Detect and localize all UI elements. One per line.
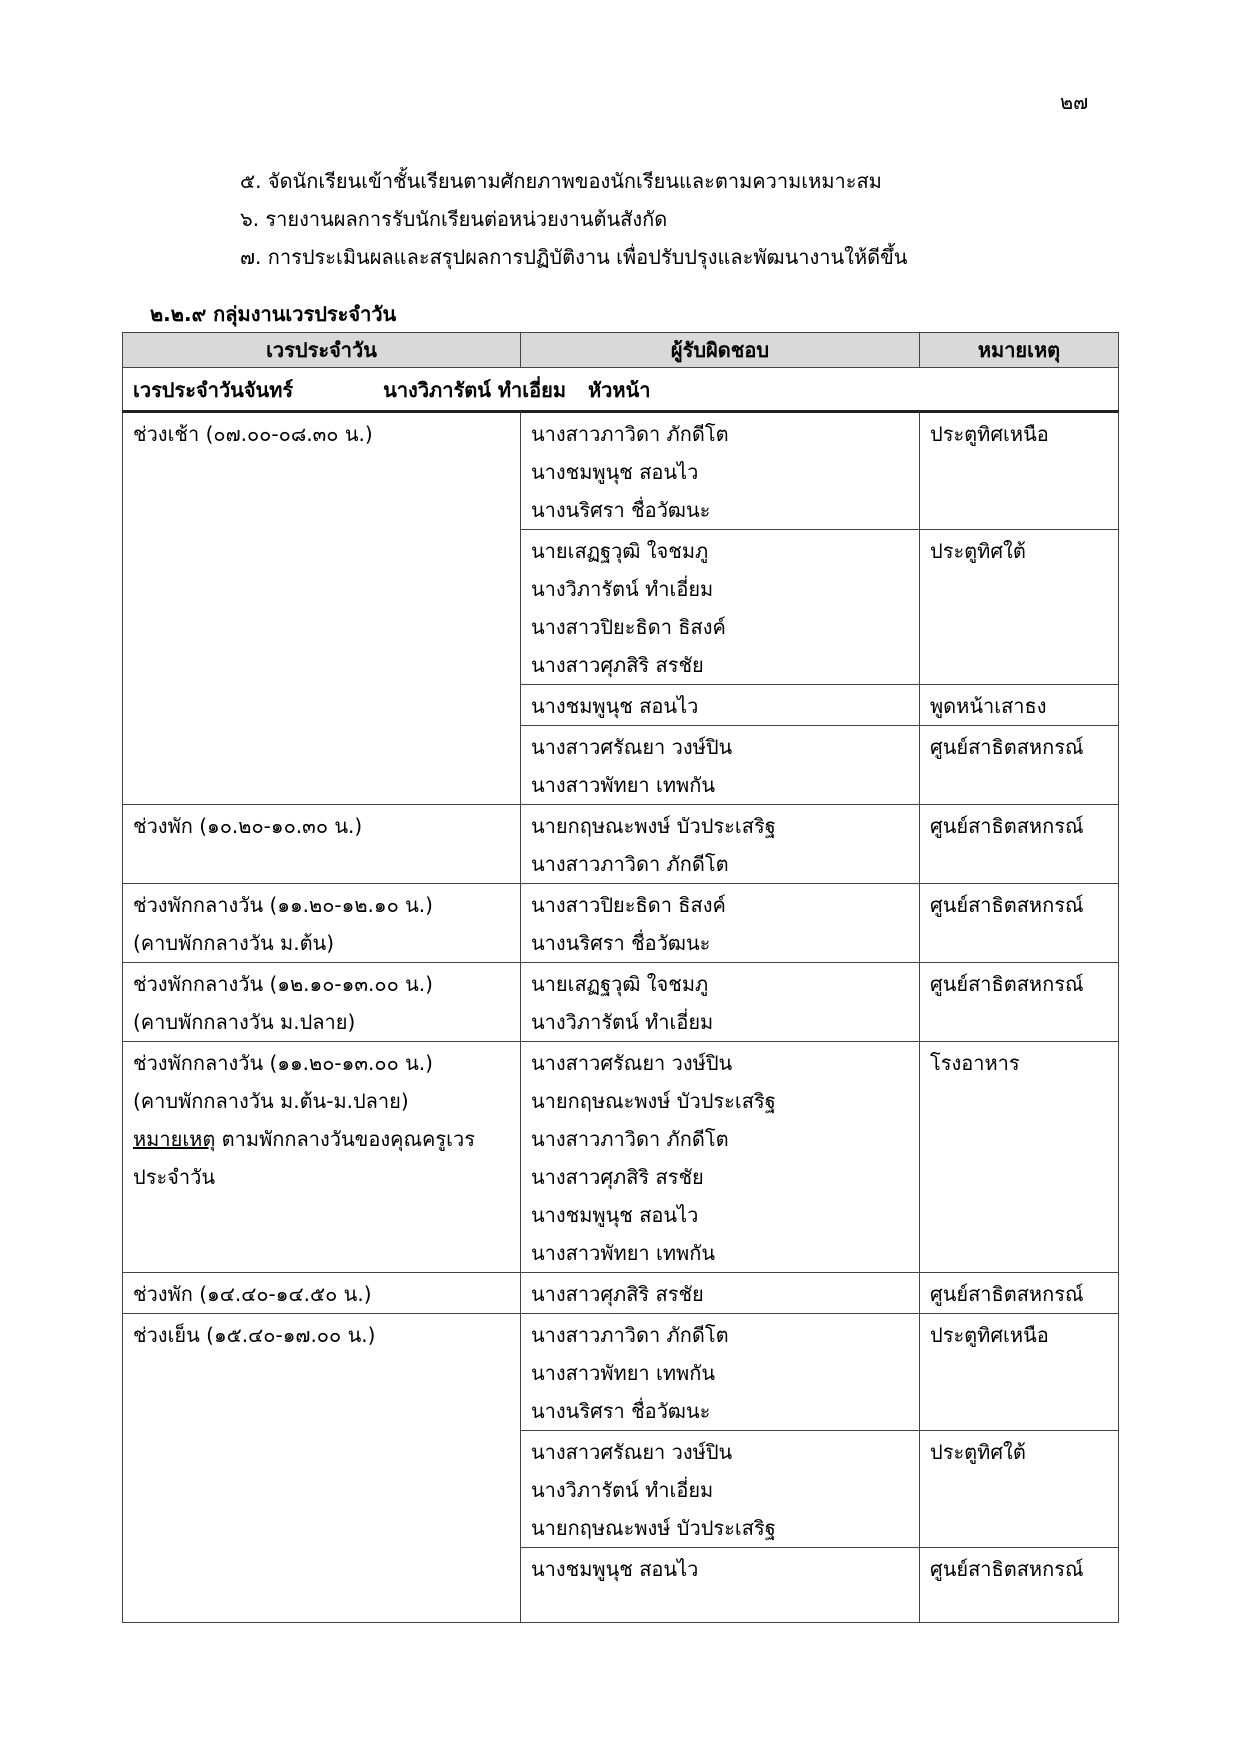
period-cell (123, 1273, 521, 1314)
note-cell (920, 1431, 1119, 1548)
period-sublabel: (คาบพักกลางวัน ม.ต้น) (133, 931, 335, 955)
period-label: ช่วงเย็น (๑๕.๔๐-๑๗.๐๐ น.) (133, 1323, 376, 1347)
period-label: ช่วงพักกลางวัน (๑๑.๒๐-๑๓.๐๐ น.) (133, 1051, 433, 1075)
staff-name: นางสาวศรัณยา วงษ์ปิน (531, 735, 733, 759)
location-note: ศูนย์สาธิตสหกรณ์ (930, 814, 1084, 838)
staff-name: นางสาวศุภสิริ สรชัย (531, 1165, 704, 1189)
table-row (123, 884, 1119, 963)
names-cell (521, 1273, 920, 1314)
staff-name: นายกฤษณะพงษ์ บัวประเสริฐ (531, 1089, 776, 1113)
note-cell (920, 1273, 1119, 1314)
staff-name: นางสาวภาวิดา ภักดีโต (531, 1323, 729, 1347)
note-cell (920, 685, 1119, 726)
location-note: ประตูทิศใต้ (930, 1440, 1026, 1464)
staff-name: นางนริศรา ชื่อวัฒนะ (531, 498, 711, 522)
note-cell (920, 884, 1119, 963)
names-cell (521, 726, 920, 805)
names-cell (521, 1431, 920, 1548)
table-header-row (123, 333, 1119, 368)
names-cell (521, 1548, 920, 1623)
staff-name: นางชมพูนุช สอนไว (531, 460, 699, 484)
header-note: หมายเหตุ (920, 333, 1119, 368)
note-cell (920, 530, 1119, 685)
staff-name: นางชมพูนุช สอนไว (531, 694, 699, 718)
period-remark (133, 1120, 510, 1158)
list-item: ๕. จัดนักเรียนเข้าชั้นเรียนตามศักยภาพของนักเรียนและตามความเหมาะสม (240, 169, 882, 193)
period-cell (123, 1314, 521, 1623)
list-item: ๖. รายงานผลการรับนักเรียนต่อหน่วยงานต้นสังกัด (240, 207, 668, 231)
location-note: ศูนย์สาธิตสหกรณ์ (930, 1282, 1084, 1306)
table-row (123, 412, 1119, 530)
remark-label: หมายเหตุ (133, 1127, 216, 1151)
names-cell (521, 1042, 920, 1273)
staff-name: นางสาวปิยะธิดา ธิสงค์ (531, 893, 726, 917)
location-note: โรงอาหาร (930, 1051, 1020, 1075)
staff-name: นางสาวพัทยา เทพกัน (531, 773, 715, 797)
day-head-role: หัวหน้า (588, 378, 651, 402)
day-label: เวรประจำวันจันทร์ (133, 378, 294, 402)
staff-name: นางนริศรา ชื่อวัฒนะ (531, 931, 711, 955)
staff-name: นางสาวศุภสิริ สรชัย (531, 1282, 704, 1306)
note-cell (920, 726, 1119, 805)
period-cell (123, 884, 521, 963)
task-list (240, 162, 907, 276)
table-row (123, 1273, 1119, 1314)
staff-name: นางวิภารัตน์ ทำเอี่ยม (531, 1010, 714, 1034)
day-cell (123, 368, 1119, 412)
location-note: พูดหน้าเสาธง (930, 694, 1047, 718)
names-cell (521, 1314, 920, 1431)
location-note: ศูนย์สาธิตสหกรณ์ (930, 972, 1084, 996)
day-head-name: นางวิภารัตน์ ทำเอี่ยม (383, 378, 566, 402)
period-cell (123, 1042, 521, 1273)
period-sublabel: (คาบพักกลางวัน ม.ต้น-ม.ปลาย) (133, 1089, 409, 1113)
staff-name: นางนริศรา ชื่อวัฒนะ (531, 1399, 711, 1423)
day-row (123, 368, 1119, 412)
staff-name: นางชมพูนุช สอนไว (531, 1203, 699, 1227)
period-remark-cont: ประจำวัน (133, 1165, 216, 1189)
period-label: ช่วงพักกลางวัน (๑๑.๒๐-๑๒.๑๐ น.) (133, 893, 433, 917)
period-sublabel: (คาบพักกลางวัน ม.ปลาย) (133, 1010, 356, 1034)
period-label: ช่วงพักกลางวัน (๑๒.๑๐-๑๓.๐๐ น.) (133, 972, 433, 996)
note-cell (920, 1042, 1119, 1273)
staff-name: นางสาวปิยะธิดา ธิสงค์ (531, 615, 726, 639)
staff-name: นางสาวภาวิดา ภักดีโต (531, 852, 729, 876)
note-cell (920, 805, 1119, 884)
header-responsible: ผู้รับผิดชอบ (521, 333, 920, 368)
period-label: ช่วงพัก (๑๔.๔๐-๑๔.๕๐ น.) (133, 1282, 372, 1306)
staff-name: นางสาวพัทยา เทพกัน (531, 1241, 715, 1265)
period-cell (123, 963, 521, 1042)
list-item: ๗. การประเมินผลและสรุปผลการปฏิบัติงาน เพื่อปรับปรุงและพัฒนางานให้ดีขึ้น (240, 245, 908, 269)
header-duty: เวรประจำวัน (123, 333, 521, 368)
location-note: ศูนย์สาธิตสหกรณ์ (930, 1557, 1084, 1581)
table-row (123, 1314, 1119, 1431)
staff-name: นายกฤษณะพงษ์ บัวประเสริฐ (531, 1516, 776, 1540)
staff-name: นายกฤษณะพงษ์ บัวประเสริฐ (531, 814, 776, 838)
duty-table (122, 332, 1119, 1623)
location-note: ประตูทิศเหนือ (930, 422, 1049, 446)
location-note: ประตูทิศเหนือ (930, 1323, 1049, 1347)
staff-name: นางวิภารัตน์ ทำเอี่ยม (531, 1478, 714, 1502)
staff-name: นางสาวศรัณยา วงษ์ปิน (531, 1440, 733, 1464)
note-cell (920, 1314, 1119, 1431)
remark-text: ตามพักกลางวันของคุณครูเวร (215, 1127, 475, 1151)
names-cell (521, 530, 920, 685)
staff-name: นางสาวภาวิดา ภักดีโต (531, 422, 729, 446)
staff-name: นางสาวศรัณยา วงษ์ปิน (531, 1051, 733, 1075)
staff-name: นายเสฏฐวุฒิ ใจชมภู (531, 972, 709, 996)
period-label: ช่วงพัก (๑๐.๒๐-๑๐.๓๐ น.) (133, 814, 363, 838)
table-row (123, 1042, 1119, 1273)
staff-name: นางสาวพัทยา เทพกัน (531, 1361, 715, 1385)
names-cell (521, 412, 920, 530)
period-cell (123, 805, 521, 884)
location-note: ศูนย์สาธิตสหกรณ์ (930, 735, 1084, 759)
names-cell (521, 963, 920, 1042)
period-label: ช่วงเช้า (๐๗.๐๐-๐๘.๓๐ น.) (133, 422, 373, 446)
location-note: ประตูทิศใต้ (930, 539, 1026, 563)
page-number: ๒๗ (1060, 90, 1089, 114)
note-cell (920, 963, 1119, 1042)
location-note: ศูนย์สาธิตสหกรณ์ (930, 893, 1084, 917)
staff-name: นายเสฏฐวุฒิ ใจชมภู (531, 539, 709, 563)
note-cell (920, 1548, 1119, 1623)
names-cell (521, 805, 920, 884)
table-row (123, 805, 1119, 884)
period-cell (123, 412, 521, 805)
table-row (123, 963, 1119, 1042)
names-cell (521, 884, 920, 963)
staff-name: นางสาวศุภสิริ สรชัย (531, 653, 704, 677)
section-heading: ๒.๒.๙ กลุ่มงานเวรประจำวัน (150, 302, 397, 326)
note-cell (920, 412, 1119, 530)
names-cell (521, 685, 920, 726)
staff-name: นางสาวภาวิดา ภักดีโต (531, 1127, 729, 1151)
staff-name: นางชมพูนุช สอนไว (531, 1557, 699, 1581)
staff-name: นางวิภารัตน์ ทำเอี่ยม (531, 577, 714, 601)
